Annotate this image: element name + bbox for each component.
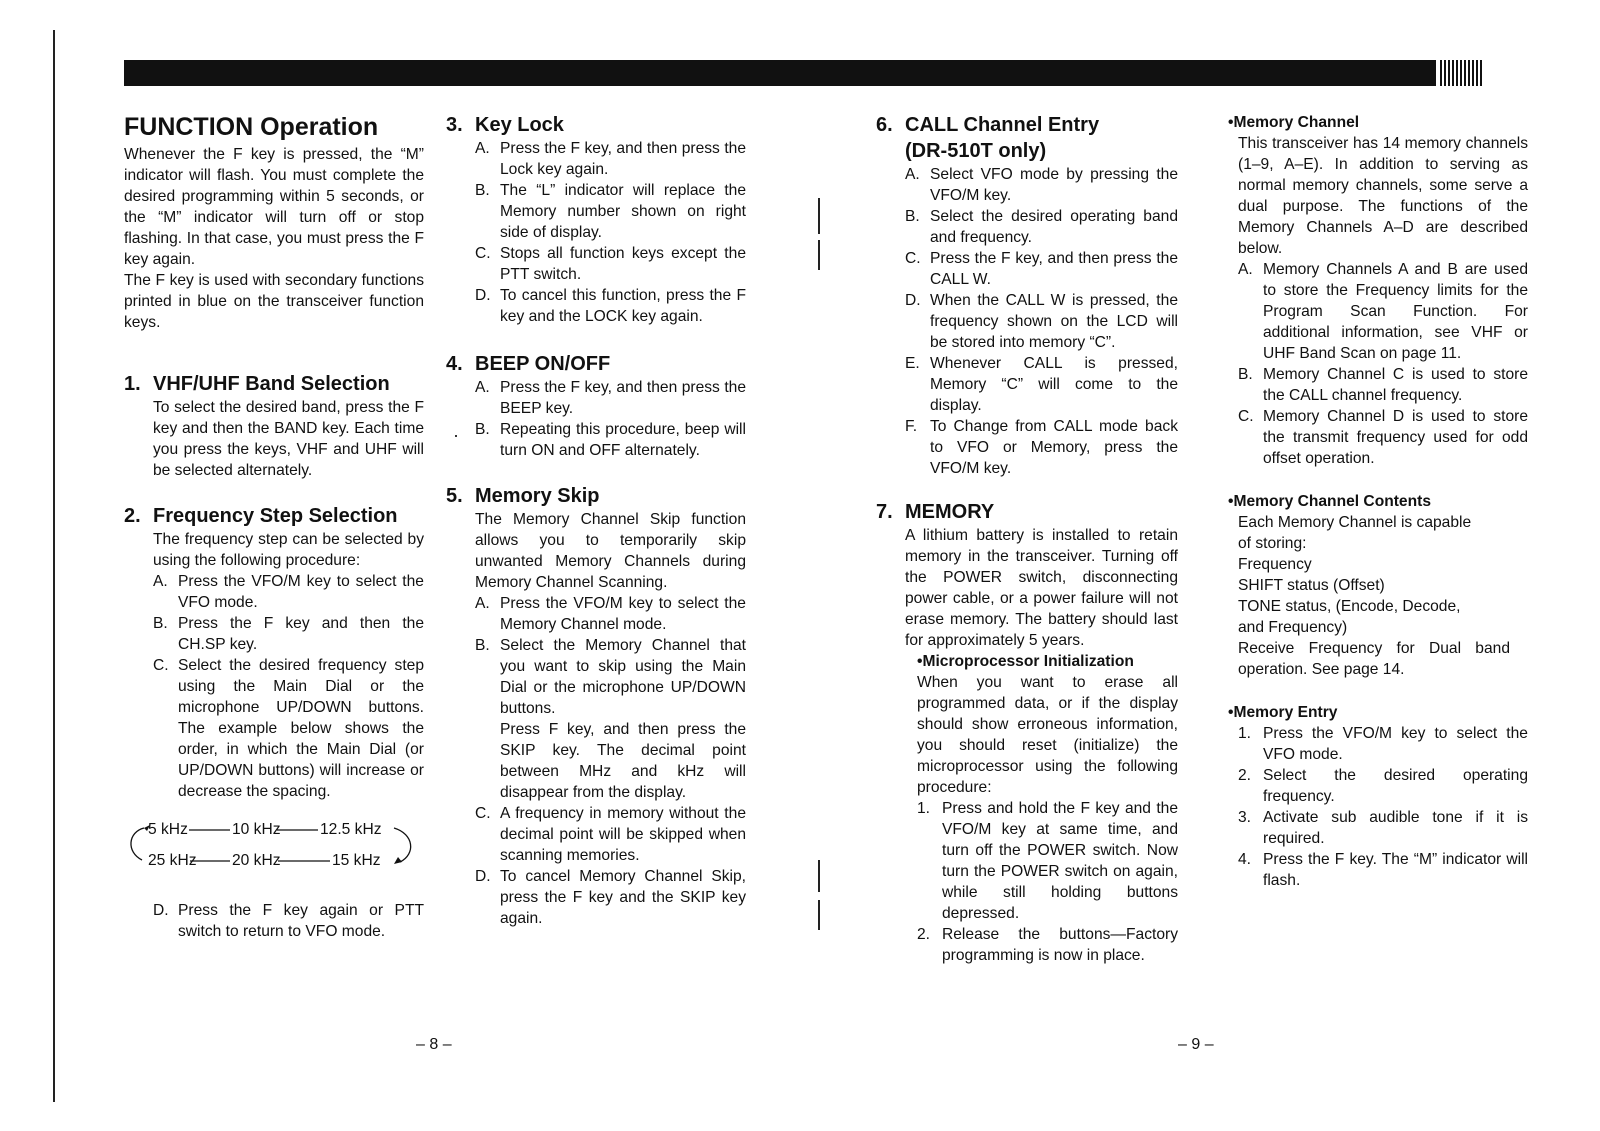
section-heading [446,483,746,509]
section-heading [124,503,424,529]
list-item: A. Memory Channels A and B are used to store the Frequency limits for the Program Scan Function. For additional information, see VHF or UHF Band Scan on page 11. [1238,261,1528,362]
section-heading-line-2 [876,138,1178,164]
step-value: 5 kHz [148,821,188,838]
section-heading [124,371,424,397]
section-call-channel [876,112,1178,479]
section-key-lock [446,112,746,327]
section-number: 6. [876,114,893,136]
section-title: Memory Skip [475,485,600,507]
header-tick-marks [1440,60,1484,86]
section-text: The Memory Channel Skip function allows you to temporarily skip unwanted Memory Channels during Memory Channel Scanning. [475,511,746,591]
section-heading [876,112,1178,138]
list-item: B. Repeating this procedure, beep will turn ON and OFF alternately. [475,421,746,459]
section-subtitle: (DR-510T only) [905,140,1047,162]
step-value: 25 kHz [148,852,197,869]
header-bar [124,60,1436,86]
section-text: The frequency step can be selected by using the following procedure: [153,531,424,569]
subsection-title: •Memory Channel Contents [1228,493,1432,510]
list-item: 1. Press the VFO/M key to select the VFO mode. [1238,725,1528,763]
section-heading [446,112,746,138]
list-item: B. Select the Memory Channel that you want to skip using the Main Dial or the microphone UP/DOWN buttons. [475,637,746,717]
section-text: This transceiver has 14 memory channels (1–9, A–E). In addition to serving as normal memory channels, some serve a dual purpose. The functions of the Memory Channels A–D are described below. [1238,135,1528,257]
list-item: A. Select VFO mode by pressing the VFO/M key. [905,166,1178,204]
section-text: When you want to erase all programmed data, or if the display should show erroneous information, you should reset (initialize) the microprocessor using the following procedure: [917,674,1178,796]
section-band-selection [124,371,424,481]
list-item: B. Press the F key and then the CH.SP key. [153,615,424,653]
section-title: CALL Channel Entry [905,114,1100,136]
gutter-mark [818,240,820,270]
section-heading [446,351,746,377]
step-value: 10 kHz [232,821,281,838]
list-item: D. To cancel this function, press the F key and the LOCK key again. [475,287,746,325]
list-item: B. The “L” indicator will replace the Memory number shown on right side of display. [475,182,746,241]
list-item: 1. Press and hold the F key and the VFO/M key at same time, and turn off the POWER switch. Now turn the POWER switch on again, while still holding buttons depressed. [917,800,1178,922]
step-value: 20 kHz [232,852,281,869]
list-item: B. Memory Channel C is used to store the CALL channel frequency. [1238,366,1528,404]
list-item: 2. Select the desired operating frequency. [1238,767,1528,805]
section-text: To select the desired band, press the F key and then the BAND key. Each time you press the keys, VHF and UHF will be selected alternately. [153,399,424,479]
stray-mark [455,435,457,437]
content-line: SHIFT status (Offset) [1238,577,1385,594]
binding-edge-line [53,30,55,1102]
step-value: 12.5 kHz [320,821,382,838]
column-4 [1228,112,1528,891]
column-2 [446,112,746,929]
list-item: C. A frequency in memory without the decimal point will be skipped when scanning memories. [475,805,746,864]
section-title: MEMORY [905,501,995,523]
content-line: Each Memory Channel is capable [1238,514,1472,531]
content-line: of storing: [1238,535,1307,552]
list-item: 3. Activate sub audible tone if it is required. [1238,809,1528,847]
list-item: A. Press the F key, and then press the Lock key again. [475,140,746,178]
list-item: F. To Change from CALL mode back to VFO or Memory, press the VFO/M key. [905,418,1178,477]
section-number: 7. [876,501,893,523]
section-memory [876,499,1178,966]
list-item: D. When the CALL W is pressed, the frequency shown on the LCD will be stored into memory “C”. [905,292,1178,351]
page-number-right: – 9 – [1178,1036,1214,1053]
content-line: and Frequency) [1238,619,1348,636]
section-text: A lithium battery is installed to retain memory in the transceiver. Turning off the POWER switch, disconnecting power cable, or a power failure will not erase memory. The battery should last for approximately 5 years. [905,527,1178,649]
section-heading [876,499,1178,525]
list-item: A. Press the VFO/M key to select the Memory Channel mode. [475,595,746,633]
content-line: Receive Frequency for Dual band operation. See page 14. [1238,640,1510,678]
list-item: D. To cancel Memory Channel Skip, press the F key and the SKIP key again. [475,868,746,927]
section-number: 5. [446,485,463,507]
frequency-step-cycle-diagram [124,816,424,882]
section-frequency-step [124,503,424,942]
section-memory-skip [446,483,746,929]
section-title: BEEP ON/OFF [475,353,611,375]
section-beep [446,351,746,461]
list-item: C. Select the desired frequency step using the Main Dial or the microphone UP/DOWN buttons. The example below shows the order, in which the Main Dial (or UP/DOWN buttons) will increase or decrease the spacing. [153,657,424,800]
list-item: A. Press the VFO/M key to select the VFO mode. [153,573,424,611]
list-item: 4. Press the F key. The “M” indicator will flash. [1238,851,1528,889]
intro-paragraph: The F key is used with secondary functions printed in blue on the transceiver function keys. [124,272,424,331]
section-title: Key Lock [475,114,564,136]
section-number: 1. [124,373,141,395]
page-title: FUNCTION Operation [124,113,379,141]
list-item: B. Select the desired operating band and frequency. [905,208,1178,246]
step-value: 15 kHz [332,852,381,869]
list-item-continuation: Press F key, and then press the SKIP key. The decimal point between MHz and kHz will disappear from the display. [500,721,746,801]
list-item: C. Press the F key, and then press the CALL W. [905,250,1178,288]
content-line: Frequency [1238,556,1312,573]
list-item: 2. Release the buttons—Factory programming is now in place. [917,926,1178,964]
gutter-mark [818,900,820,930]
intro-paragraph: Whenever the F key is pressed, the “M” indicator will flash. You must complete the desired programming within 5 seconds, or the “M” indicator will turn off or stop flashing. In that case, you must press the F key again. [124,146,424,268]
list-item: D. Press the F key again or PTT switch to return to VFO mode. [153,902,424,940]
subsection-title: •Memory Entry [1228,704,1338,721]
subsection-title: •Microprocessor Initialization [917,653,1134,670]
gutter-mark [818,198,820,234]
section-number: 3. [446,114,463,136]
section-title: VHF/UHF Band Selection [153,373,390,395]
section-number: 2. [124,505,141,527]
page-number-left: – 8 – [416,1036,452,1053]
column-1 [124,112,424,942]
list-item: E. Whenever CALL is pressed, Memory “C” will come to the display. [905,355,1178,414]
section-title: Frequency Step Selection [153,505,398,527]
list-item: C. Stops all function keys except the PTT switch. [475,245,746,283]
section-number: 4. [446,353,463,375]
content-line: TONE status, (Encode, Decode, [1238,598,1461,615]
gutter-mark [818,860,820,892]
list-item: C. Memory Channel D is used to store the transmit frequency used for odd offset operation. [1238,408,1528,467]
subsection-title: •Memory Channel [1228,114,1360,131]
list-item: A. Press the F key, and then press the BEEP key. [475,379,746,417]
column-3 [876,112,1178,966]
